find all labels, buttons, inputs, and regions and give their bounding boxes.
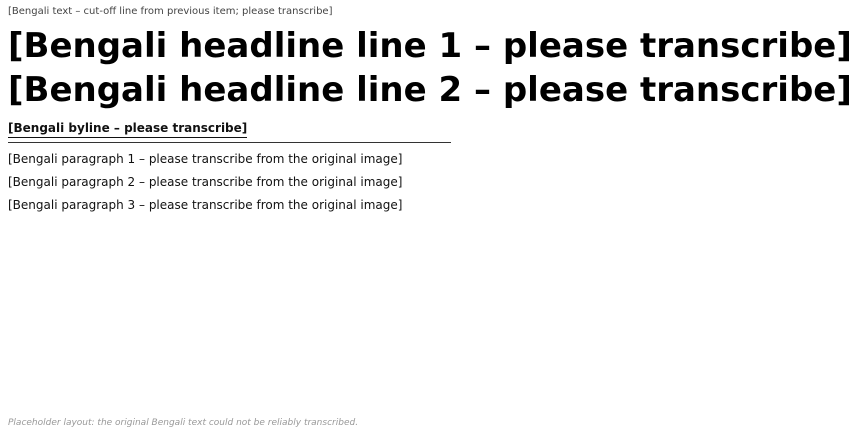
article-body <box>8 151 451 214</box>
headline-block <box>8 24 852 112</box>
byline: [Bengali byline – please transcribe] <box>8 120 247 138</box>
previous-article-strip: [Bengali text – cut-off line from previous item; please transcribe] <box>8 6 333 17</box>
article-paragraph: [Bengali paragraph 3 – please transcribe from the original image] <box>8 198 403 212</box>
placeholder-notice: Placeholder layout: the original Bengali text could not be reliably transcribed. <box>8 418 359 428</box>
article-paragraph: [Bengali paragraph 1 – please transcribe from the original image] <box>8 152 403 166</box>
headline-line-1: [Bengali headline line 1 – please transcribe] <box>8 26 852 66</box>
headline-line-2: [Bengali headline line 2 – please transcribe] <box>8 70 852 110</box>
divider <box>8 142 451 143</box>
article-paragraph: [Bengali paragraph 2 – please transcribe from the original image] <box>8 175 403 189</box>
